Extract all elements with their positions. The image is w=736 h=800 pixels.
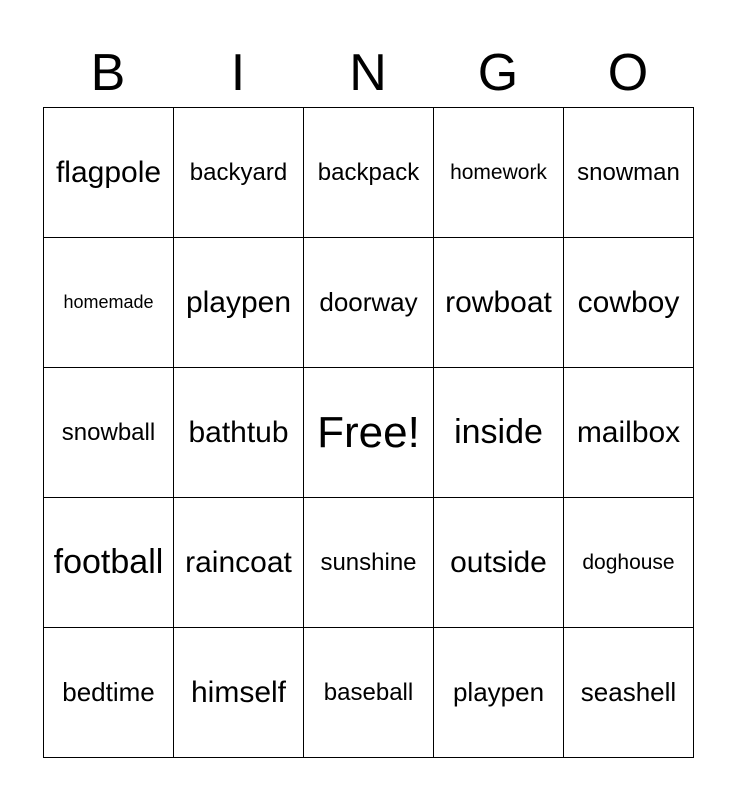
- bingo-cell: himself: [174, 628, 304, 758]
- header-letter-o: O: [607, 44, 649, 102]
- bingo-cell: bedtime: [44, 628, 174, 758]
- bingo-cell: inside: [434, 368, 564, 498]
- bingo-cell: doorway: [304, 238, 434, 368]
- bingo-cell: seashell: [564, 628, 694, 758]
- free-space-cell: Free!: [304, 368, 434, 498]
- bingo-cell: rowboat: [434, 238, 564, 368]
- header-letter-i: I: [230, 44, 246, 102]
- bingo-cell: bathtub: [174, 368, 304, 498]
- bingo-cell: cowboy: [564, 238, 694, 368]
- header-letter-n: N: [349, 44, 387, 102]
- bingo-cell: football: [44, 498, 174, 628]
- bingo-cell: sunshine: [304, 498, 434, 628]
- bingo-header: [43, 40, 693, 106]
- bingo-cell: raincoat: [174, 498, 304, 628]
- bingo-cell: snowball: [44, 368, 174, 498]
- bingo-cell: homework: [434, 108, 564, 238]
- bingo-cell: doghouse: [564, 498, 694, 628]
- bingo-cell: backyard: [174, 108, 304, 238]
- bingo-cell: snowman: [564, 108, 694, 238]
- header-letter-g: G: [477, 44, 519, 102]
- bingo-cell: playpen: [434, 628, 564, 758]
- bingo-cell: homemade: [44, 238, 174, 368]
- bingo-cell: mailbox: [564, 368, 694, 498]
- bingo-grid: [43, 107, 694, 758]
- bingo-cell: backpack: [304, 108, 434, 238]
- bingo-cell: playpen: [174, 238, 304, 368]
- bingo-cell: outside: [434, 498, 564, 628]
- bingo-cell: baseball: [304, 628, 434, 758]
- header-letter-b: B: [90, 44, 126, 102]
- bingo-cell: flagpole: [44, 108, 174, 238]
